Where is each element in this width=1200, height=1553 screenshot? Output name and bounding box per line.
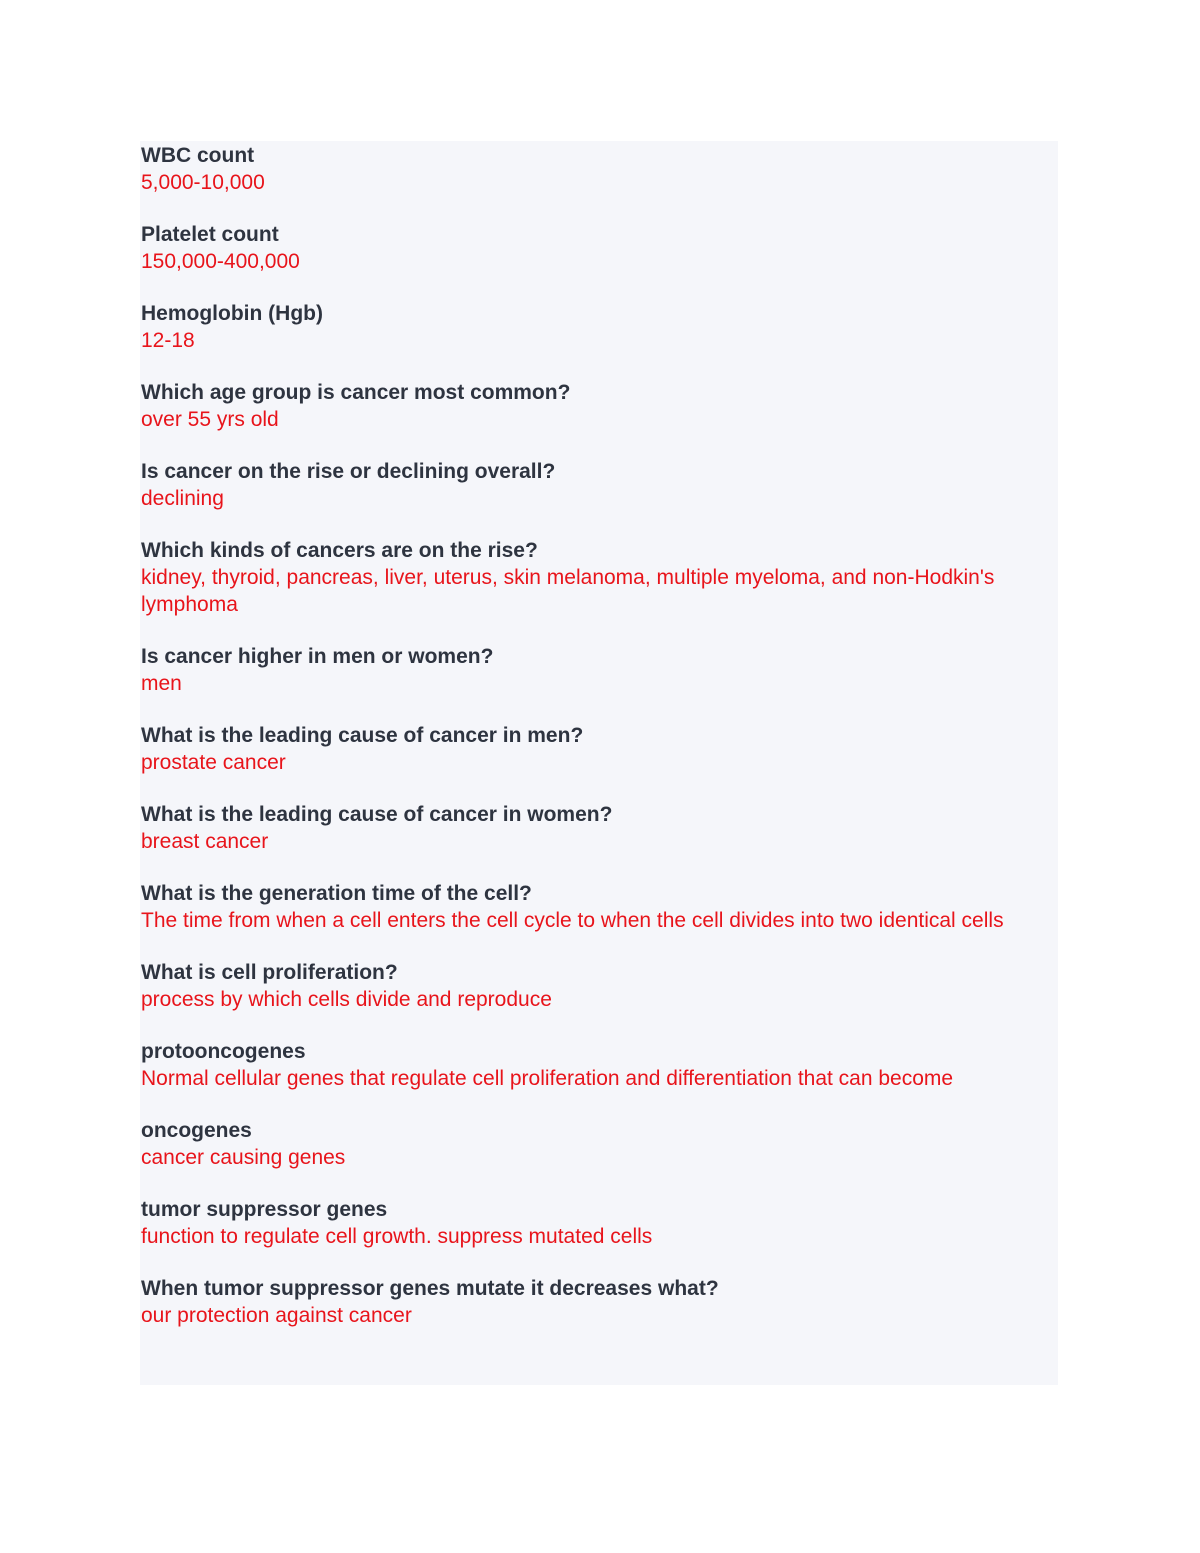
flashcard-term: Which kinds of cancers are on the rise? <box>141 539 538 562</box>
flashcard-item <box>141 643 1057 697</box>
flashcard-item <box>141 537 1057 618</box>
flashcard-item <box>141 722 1057 776</box>
flashcard-item <box>141 1117 1057 1171</box>
flashcard-definition: 12-18 <box>141 329 195 352</box>
flashcard-definition: breast cancer <box>141 830 269 853</box>
flashcard-item <box>141 379 1057 433</box>
flashcard-definition: 5,000-10,000 <box>141 171 265 194</box>
flashcard-definition: our protection against cancer <box>141 1304 412 1327</box>
flashcard-item <box>141 1275 1057 1329</box>
flashcard-term: Hemoglobin (Hgb) <box>141 302 323 325</box>
flashcard-term: tumor suppressor genes <box>141 1198 388 1221</box>
flashcard-item <box>141 300 1057 354</box>
flashcard-term: What is the leading cause of cancer in women? <box>141 803 613 826</box>
flashcard-item <box>141 458 1057 512</box>
flashcard-term: WBC count <box>141 144 255 167</box>
flashcard-item <box>141 880 1057 934</box>
flashcard-list <box>141 142 1057 1354</box>
flashcard-item <box>141 221 1057 275</box>
flashcard-definition: kidney, thyroid, pancreas, liver, uterus, skin melanoma, multiple myeloma, and non-Hodkin's lymphoma <box>141 566 995 616</box>
flashcard-term: When tumor suppressor genes mutate it decreases what? <box>141 1277 719 1300</box>
flashcard-term: What is the leading cause of cancer in men? <box>141 724 584 747</box>
flashcard-definition: The time from when a cell enters the cell cycle to when the cell divides into two identical cells <box>141 909 1004 932</box>
flashcard-item <box>141 801 1057 855</box>
flashcard-term: Is cancer on the rise or declining overall? <box>141 460 556 483</box>
flashcard-definition: function to regulate cell growth. suppress mutated cells <box>141 1225 653 1248</box>
flashcard-definition: declining <box>141 487 224 510</box>
flashcard-term: Platelet count <box>141 223 279 246</box>
flashcard-definition: men <box>141 672 182 695</box>
flashcard-term: What is the generation time of the cell? <box>141 882 532 905</box>
flashcard-definition: over 55 yrs old <box>141 408 279 431</box>
flashcard-item <box>141 1038 1057 1092</box>
flashcard-term: oncogenes <box>141 1119 252 1142</box>
flashcard-term: Which age group is cancer most common? <box>141 381 571 404</box>
flashcard-definition: cancer causing genes <box>141 1146 346 1169</box>
flashcard-term: What is cell proliferation? <box>141 961 398 984</box>
flashcard-item <box>141 959 1057 1013</box>
flashcard-term: protooncogenes <box>141 1040 306 1063</box>
flashcard-item <box>141 142 1057 196</box>
flashcard-definition: 150,000-400,000 <box>141 250 300 273</box>
flashcard-item <box>141 1196 1057 1250</box>
flashcard-definition: process by which cells divide and reproduce <box>141 988 552 1011</box>
flashcard-definition: prostate cancer <box>141 751 286 774</box>
flashcard-term: Is cancer higher in men or women? <box>141 645 494 668</box>
flashcard-definition: Normal cellular genes that regulate cell proliferation and differentiation that can become <box>141 1067 954 1090</box>
